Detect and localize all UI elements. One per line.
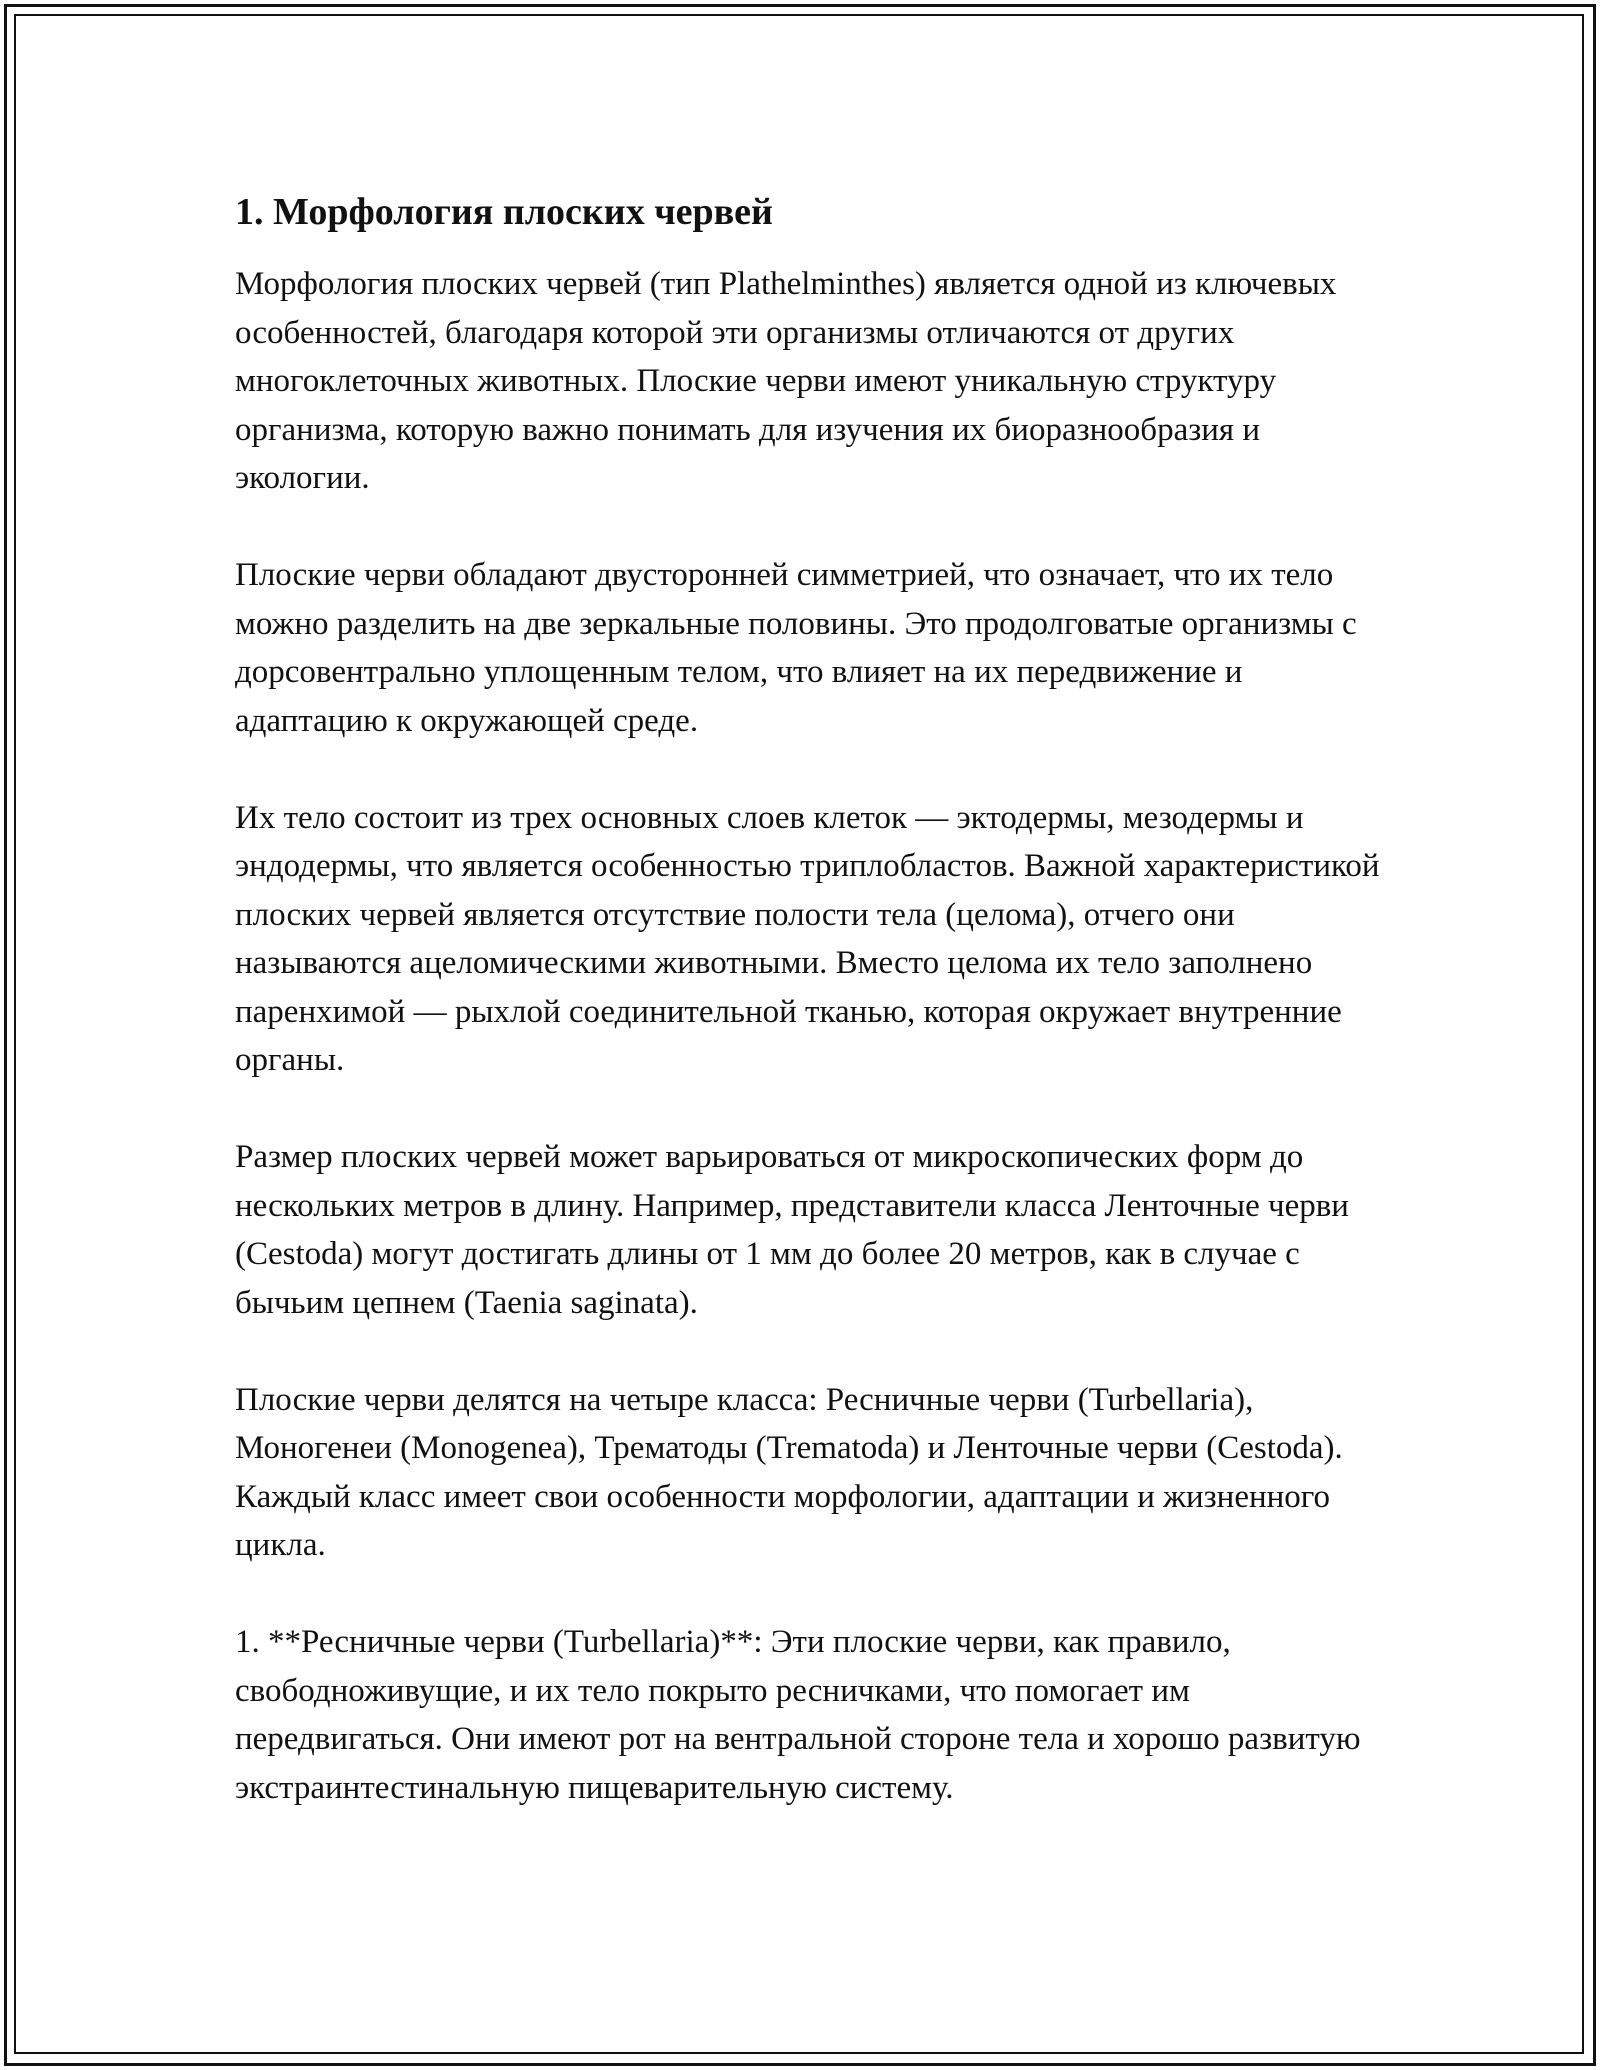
paragraph-turbellaria: 1. **Ресничные черви (Turbellaria)**: Эти плоские черви, как правило, свободноживущие, и их тело покрыто ресничками, что помогает им передвигаться. Они имеют рот на вентральной стороне тела и хорошо развитую экстраинтестинальную пищеварительную систему.	[235, 1624, 1361, 1806]
paragraph-morphology-intro: Морфология плоских червей (тип Plathelminthes) является одной из ключевых особенностей, благодаря которой эти организмы отличаются от других многоклеточных животных. Плоские черви имеют уникальную структуру организма, которую важно понимать для изучения их биоразнообразия и экологии.	[235, 266, 1337, 496]
paragraph-size: Размер плоских червей может варьироваться от микроскопических форм до нескольких метров в длину. Например, представители класса Ленточные черви (Cestoda) могут достигать длины от 1 мм до более 20 метров, как в случае с бычьим цепнем (Taenia saginata).	[235, 1139, 1349, 1321]
paragraph-germ-layers: Их тело состоит из трех основных слоев клеток — эктодермы, мезодермы и эндодермы, что является особенностью триплобластов. Важной характеристикой плоских червей является отсутствие полости тела (целома), отчего они называются ацеломическими животными. Вместо целома их тело заполнено паренхимой — рыхлой соединительной тканью, которая окружает внутренние органы.	[235, 799, 1380, 1078]
paragraph-symmetry: Плоские черви обладают двусторонней симметрией, что означает, что их тело можно разделить на две зеркальные половины. Это продолговатые организмы с дорсовентрально уплощенным телом, что влияет на их передвижение и адаптацию к окружающей среде.	[235, 557, 1357, 739]
paragraph-classes: Плоские черви делятся на четыре класса: Ресничные черви (Turbellaria), Моногенеи (Monogenea), Трематоды (Trematoda) и Ленточные черви (Cestoda). Каждый класс имеет свои особенности морфологии, адаптации и жизненного цикла.	[235, 1381, 1343, 1563]
section-heading: 1. Морфология плоских червей	[235, 191, 773, 233]
document-body	[235, 188, 1385, 1861]
